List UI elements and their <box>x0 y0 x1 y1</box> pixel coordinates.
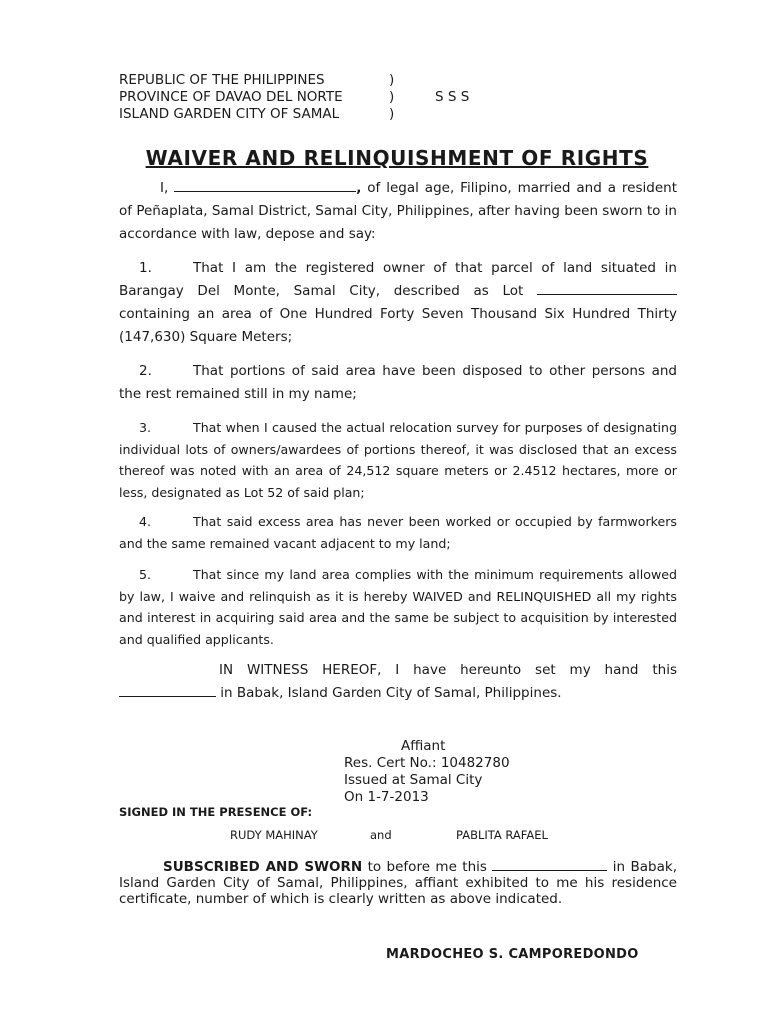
jurat-date-blank <box>492 858 607 871</box>
item-1 <box>119 257 677 349</box>
item-2-text: That portions of said area have been disposed to other persons and the rest remained still in my name; <box>119 363 677 402</box>
notary-name: MARDOCHEO S. CAMPOREDONDO <box>386 947 639 962</box>
caption-sss: S S S <box>435 89 470 105</box>
item-5-number: 5. <box>139 567 152 582</box>
issued-at: Issued at Samal City <box>344 772 483 788</box>
item-3-number: 3. <box>139 420 152 435</box>
affiant-label: Affiant <box>401 738 446 754</box>
item-4-number: 4. <box>139 514 152 529</box>
item-4-text: That said excess area has never been worked or occupied by farmworkers and the same remained vacant adjacent to my land; <box>119 514 677 551</box>
jurat-text-a: to before me this <box>362 859 493 875</box>
intro-pronoun: I, <box>160 180 169 196</box>
caption-paren: ) <box>389 106 395 122</box>
witness-clause-text-a: IN WITNESS HEREOF, I have hereunto set my hand this <box>219 662 677 678</box>
caption-row-3 <box>119 106 469 123</box>
witness-names <box>230 828 548 842</box>
jurat-bold: SUBSCRIBED AND SWORN <box>163 859 363 875</box>
intro-paragraph <box>119 177 677 246</box>
issued-date: On 1-7-2013 <box>344 789 429 805</box>
venue-caption <box>119 72 469 123</box>
affiant-block <box>344 738 510 806</box>
document-title: WAIVER AND RELINQUISHMENT OF RIGHTS <box>145 146 649 170</box>
caption-city: ISLAND GARDEN CITY OF SAMAL <box>119 106 340 122</box>
caption-row-2 <box>119 89 469 106</box>
witness-clause-text-b: in Babak, Island Garden City of Samal, Philippines. <box>216 685 562 701</box>
date-blank <box>119 684 216 697</box>
item-3-text: That when I caused the actual relocation survey for purposes of designating individual lots of owners/awardees of portions thereof, it was disclosed that an excess thereof was noted with an area of 24,512 square meters or 2.4512 hectares, more or less, designated as Lot 52 of said plan; <box>119 420 677 500</box>
witness-and: and <box>370 828 392 842</box>
caption-paren: ) <box>389 89 395 105</box>
item-5 <box>119 564 677 650</box>
item-5-text: That since my land area complies with the minimum requirements allowed by law, I waive and relinquish as it is hereby WAIVED and RELINQUISHED all my rights and interest in acquiring said area and the same be subject to acquisition by interested and qualified applicants. <box>119 567 677 647</box>
intro-comma: , <box>356 180 362 196</box>
witness-clause <box>119 659 677 705</box>
caption-row-1 <box>119 72 469 89</box>
item-2 <box>119 360 677 406</box>
item-1-number: 1. <box>139 260 152 276</box>
item-2-number: 2. <box>139 363 152 379</box>
item-1-text-a: That I am the registered owner of that parcel of land situated in Barangay Del Monte, Samal City, described as Lot <box>119 260 677 299</box>
witness-2-name: PABLITA RAFAEL <box>456 828 548 842</box>
caption-province: PROVINCE OF DAVAO DEL NORTE <box>119 89 343 105</box>
witness-1-name: RUDY MAHINAY <box>230 828 318 842</box>
item-1-text-b: containing an area of One Hundred Forty Seven Thousand Six Hundred Thirty (147,630) Square Meters; <box>119 306 677 345</box>
res-cert-number: Res. Cert No.: 10482780 <box>344 755 510 771</box>
intro-text: of legal age, Filipino, married and a resident of Peñaplata, Samal District, Samal City, Philippines, after having been sworn to in accordance with law, depose and say: <box>119 180 678 242</box>
item-3 <box>119 417 677 503</box>
signed-presence-heading: SIGNED IN THE PRESENCE OF: <box>119 805 313 819</box>
jurat-paragraph <box>119 858 677 907</box>
caption-paren: ) <box>389 72 395 88</box>
lot-blank <box>537 282 677 295</box>
jurat-text-b: in Babak, Island Garden City of Samal, Philippines, affiant exhibited to me his residence certificate, number of which is clearly written as above indicated. <box>119 859 678 907</box>
item-4 <box>119 511 677 554</box>
name-blank <box>174 179 356 192</box>
caption-republic: REPUBLIC OF THE PHILIPPINES <box>119 72 325 88</box>
